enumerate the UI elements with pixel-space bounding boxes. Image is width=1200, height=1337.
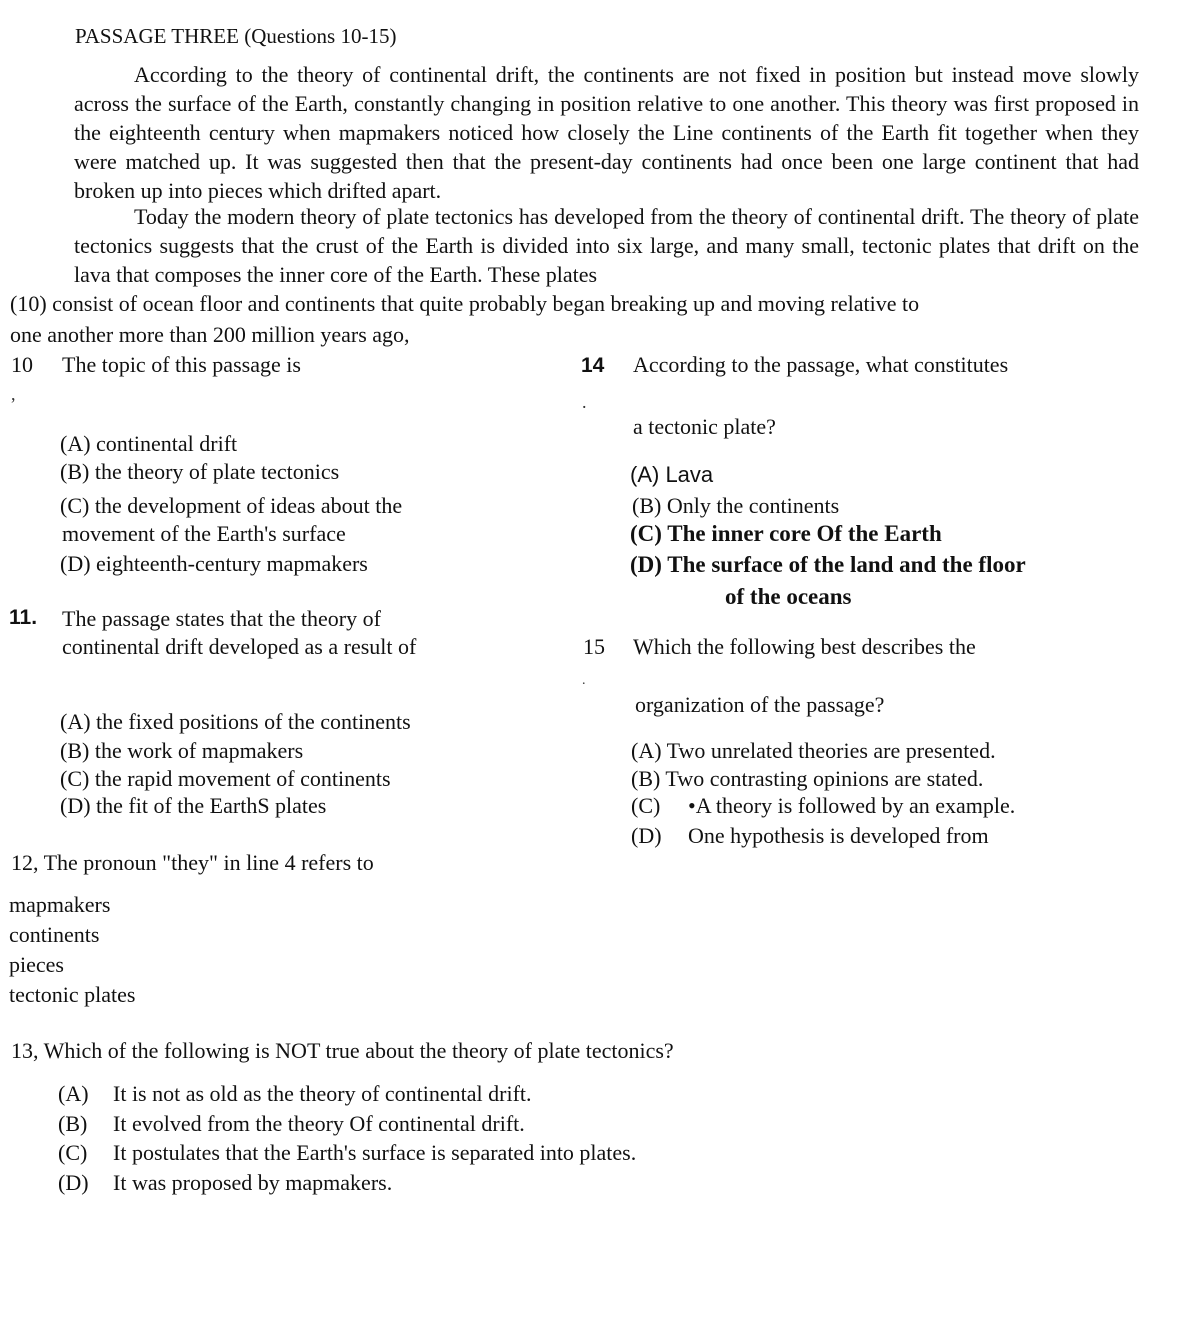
q10-option-a: (A) continental drift: [60, 431, 238, 456]
q10-number: 10: [11, 352, 33, 377]
q15-option-d-letter: (D): [631, 823, 662, 848]
q12-option-4: tectonic plates: [9, 982, 136, 1007]
q11-option-d: (D) the fit of the EarthS plates: [60, 793, 327, 818]
q10-option-b: (B) the theory of plate tectonics: [60, 459, 340, 484]
q15-option-c-letter: (C): [631, 793, 661, 818]
q11-option-b: (B) the work of mapmakers: [60, 738, 304, 763]
q12-option-1: mapmakers: [9, 892, 111, 917]
q10-option-c: (C) the development of ideas about the: [60, 493, 403, 518]
q13-option-d-text: It was proposed by mapmakers.: [113, 1170, 393, 1195]
q13-option-a-text: It is not as old as the theory of continental drift.: [113, 1081, 532, 1106]
q11-stem-line-2: continental drift developed as a result of: [62, 634, 417, 659]
q15-stem-line-1: Which the following best describes the: [633, 634, 976, 659]
q10-option-d: (D) eighteenth-century mapmakers: [60, 551, 368, 576]
q15-option-d-text: One hypothesis is developed from: [688, 823, 989, 848]
q14-option-c: (C) The inner core Of the Earth: [630, 521, 942, 546]
q15-option-c-text: •A theory is followed by an example.: [688, 793, 1016, 818]
q13-option-c-letter: (C): [58, 1140, 88, 1165]
passage-title: PASSAGE THREE (Questions 10-15): [75, 24, 397, 48]
q12-option-3: pieces: [9, 952, 64, 977]
q13-option-b-letter: (B): [58, 1111, 88, 1136]
q10-stem: The topic of this passage is: [62, 352, 301, 377]
q13-option-c-text: It postulates that the Earth's surface is separated into plates.: [113, 1140, 637, 1165]
q13-option-a-letter: (A): [58, 1081, 89, 1106]
passage-line-11: one another more than 200 million years ago,: [10, 322, 410, 347]
passage-paragraph-1: [74, 60, 1139, 205]
q15-stem-line-2: organization of the passage?: [635, 692, 885, 717]
q15-number: 15: [583, 634, 605, 659]
q11-option-a: (A) the fixed positions of the continents: [60, 709, 411, 734]
q10-option-c-continued: movement of the Earth's surface: [62, 521, 346, 546]
q15-mark: .: [582, 673, 586, 688]
q11-option-c: (C) the rapid movement of continents: [60, 766, 391, 791]
q14-mark: .: [582, 392, 587, 412]
q14-option-a: (A) Lava: [630, 462, 714, 487]
passage-line-10: (10) consist of ocean floor and continents that quite probably began breaking up and moving relative to: [10, 291, 920, 316]
q13-option-b-text: It evolved from the theory Of continental drift.: [113, 1111, 525, 1136]
q15-option-b: (B) Two contrasting opinions are stated.: [631, 766, 984, 791]
q11-stem-line-1: The passage states that the theory of: [62, 606, 381, 631]
q14-number: 14: [581, 354, 605, 377]
paragraph-1-text: According to the theory of continental drift, the continents are not fixed in position but instead move slowly across the surface of the Earth, constantly changing in position relative to one another. This theory was first proposed in the eighteenth century when mapmakers noticed how closely the Line continents of the Earth fit together when they were matched up. It was suggested then that the present-day continents had once been one large continent that had broken up into pieces which drifted apart.: [74, 62, 1139, 203]
q14-stem-line-2: a tectonic plate?: [633, 414, 776, 439]
q15-option-a: (A) Two unrelated theories are presented.: [631, 738, 996, 763]
paragraph-2-text: Today the modern theory of plate tectonics has developed from the theory of continental drift. The theory of plate tectonics suggests that the crust of the Earth is divided into six large, and many small, tectonic plates that drift on the lava that composes the inner core of the Earth. These plates: [74, 204, 1139, 287]
q13-option-d-letter: (D): [58, 1170, 89, 1195]
q14-option-d: (D) The surface of the land and the floor: [630, 552, 1026, 577]
q14-stem-line-1: According to the passage, what constitutes: [633, 352, 1009, 377]
q14-option-d-continued: of the oceans: [725, 584, 852, 609]
q12-option-2: continents: [9, 922, 100, 947]
q11-number: 11.: [9, 606, 38, 629]
passage-paragraph-2: [74, 202, 1139, 289]
q14-option-b: (B) Only the continents: [632, 493, 840, 518]
q13-stem: 13, Which of the following is NOT true about the theory of plate tectonics?: [11, 1038, 674, 1063]
q10-mark: ,: [11, 384, 16, 404]
q12-stem: 12, The pronoun "they" in line 4 refers to: [11, 850, 374, 875]
